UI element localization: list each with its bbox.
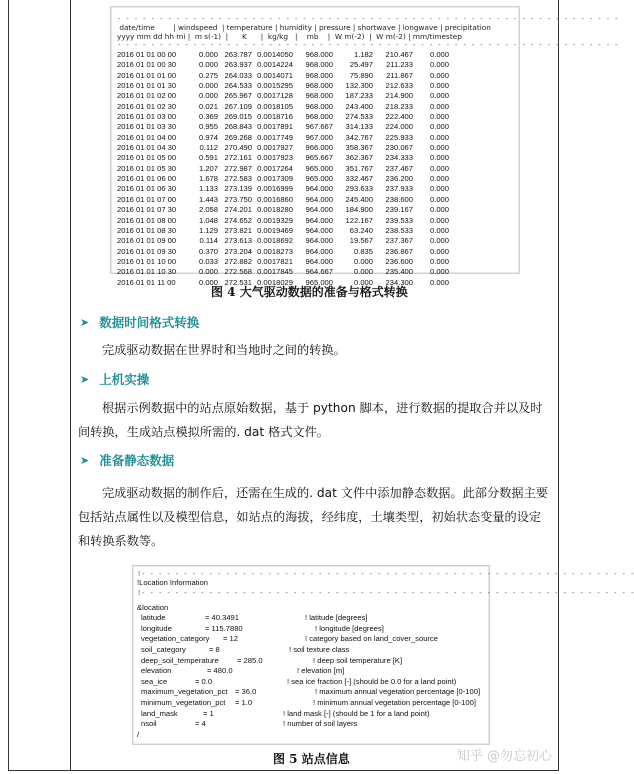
table-cell: 0.000 — [429, 122, 449, 132]
table-cell: 273.821 — [224, 225, 252, 235]
table-cell: 272.583 — [224, 174, 252, 184]
table-cell: 0.835 — [353, 246, 373, 256]
table-cell: 2016 01 01 08 30 — [117, 225, 177, 235]
table-row — [117, 60, 513, 70]
table-cell: 0.000 — [429, 101, 449, 111]
table-cell: 0.0017749 — [257, 132, 293, 142]
section-title: 数据时间格式转换 — [99, 315, 200, 330]
table-cell: 0.000 — [198, 267, 218, 277]
table-cell: 0.000 — [353, 256, 373, 266]
table-cell: 968.000 — [305, 101, 333, 111]
parameter-val: = 40.3491 — [205, 613, 239, 623]
paragraph-static-data: 完成驱动数据的制作后，还需在生成的. dat 文件中添加静态数据。此部分数据主要包括站点属性以及模型信息，如站点的海拔，经纬度，土壤类型，初始状态变量的设定和转换系数等。 — [78, 486, 548, 548]
table-cell: 966.000 — [305, 143, 333, 153]
table-cell: 0.000 — [429, 50, 449, 59]
parameter-row — [137, 613, 485, 624]
watermark-text: 知乎 @勿忘初心 — [456, 749, 552, 764]
table-cell: 0.0014224 — [257, 60, 293, 70]
section-title: 上机实操 — [99, 372, 150, 387]
table-cell: 0.0014071 — [257, 70, 293, 80]
namelist-block-start: &location — [137, 602, 169, 612]
location-info-screenshot — [132, 565, 634, 745]
table-cell: 0.000 — [429, 112, 449, 122]
table-cell: 1.129 — [198, 225, 218, 235]
table-cell: 2016 01 01 04 00 — [117, 132, 177, 142]
table-cell: 245.400 — [345, 194, 373, 204]
arrow-bullet-icon: ➤ — [80, 372, 90, 386]
table-cell: 0.000 — [429, 267, 449, 277]
table-cell: 968.000 — [305, 70, 333, 80]
table-cell: 1.133 — [198, 184, 218, 194]
parameter-row — [137, 698, 485, 709]
parameter-val: = 480.0 — [207, 666, 233, 676]
table-cell: 964.000 — [305, 205, 333, 215]
figure-5-caption: 图 5 站点信息 — [273, 752, 350, 766]
table-cell: 964.000 — [305, 236, 333, 246]
table-cell: 2016 01 01 07 00 — [117, 194, 177, 204]
table-cell: 272.161 — [224, 153, 252, 163]
table-cell: 968.000 — [305, 91, 333, 101]
parameter-comment: ! land mask [-] (should be 1 for a land point) — [283, 708, 430, 718]
table-cell: 122.167 — [345, 215, 373, 225]
dashed-rule-bottom: !- - - - - - - - - - - - - - - - - - - - - - - - - - - - - - - - - - - - - - - - - - - - - - - - - - - - - - - - - - - — [137, 588, 634, 597]
table-cell: 272.882 — [224, 256, 252, 266]
table-cell: 1.182 — [353, 50, 373, 59]
table-cell: 342.767 — [345, 132, 373, 142]
table-cell: 964.000 — [305, 194, 333, 204]
table-cell: 0.0018029 — [257, 277, 293, 287]
table-cell: 0.000 — [353, 277, 373, 287]
table-cell: 314.133 — [345, 122, 373, 132]
parameter-val: = 4 — [195, 719, 206, 729]
section-title: 准备静态数据 — [99, 453, 175, 468]
table-row — [117, 50, 513, 60]
table-cell: 0.0017309 — [257, 174, 293, 184]
table-cell: 0.0017128 — [257, 91, 293, 101]
parameter-val: = 1.0 — [235, 697, 253, 707]
table-cell: 265.967 — [224, 91, 252, 101]
dashed-rule-top: - - - - - - - - - - - - - - - - - - - - - - - - - - - - - - - - - - - - - - - - - - - - - - - - - - - - - - - - - - - - — [117, 15, 619, 23]
table-cell: 0.000 — [429, 236, 449, 246]
parameter-key: nsoil — [141, 719, 157, 729]
parameter-val: = 1 — [203, 708, 214, 718]
table-cell: 212.633 — [385, 81, 413, 91]
table-cell: 964.000 — [305, 215, 333, 225]
parameter-row — [137, 645, 485, 656]
table-cell: 2016 01 01 10 30 — [117, 267, 177, 277]
table-row — [117, 226, 513, 236]
parameter-val: = 8 — [209, 644, 220, 654]
table-row — [117, 236, 513, 246]
table-cell: 362.367 — [345, 153, 373, 163]
table-cell: 0.0018692 — [257, 236, 293, 246]
table-cell: 1.048 — [198, 215, 218, 225]
table-cell: 0.0017927 — [257, 143, 293, 153]
table-cell: 272.531 — [224, 277, 252, 287]
table-cell: 0.114 — [199, 236, 218, 246]
parameter-key: maximum_vegetation_pct — [141, 687, 228, 697]
table-cell: 0.000 — [429, 256, 449, 266]
table-cell: 0.370 — [198, 246, 218, 256]
table-cell: 964.000 — [305, 256, 333, 266]
table-cell: 0.0016999 — [257, 184, 293, 194]
table-cell: 0.0017845 — [257, 267, 293, 277]
table-cell: 0.369 — [198, 112, 218, 122]
table-cell: 239.533 — [385, 215, 413, 225]
parameter-comment: ! deep soil temperature [K] — [313, 655, 403, 665]
dashed-rule-bottom: - - - - - - - - - - - - - - - - - - - - - - - - - - - - - - - - - - - - - - - - - - - - - - - - - - - - - - - - - - - - — [117, 41, 619, 49]
arrow-bullet-icon: ➤ — [80, 453, 90, 467]
table-cell: 2016 01 01 00 30 — [117, 60, 177, 70]
table-cell: 274.533 — [345, 112, 373, 122]
table-row — [117, 195, 513, 205]
table-cell: 0.974 — [198, 132, 218, 142]
paragraph-hands-on: 根据示例数据中的站点原始数据，基于 python 脚本，进行数据的提取合并以及时间转换，生成站点模拟所需的. dat 格式文件。 — [78, 401, 543, 439]
table-cell: 0.0017821 — [257, 256, 293, 266]
table-row — [117, 112, 513, 122]
table-cell: 0.000 — [429, 60, 449, 70]
table-cell: 2016 01 01 03 30 — [117, 122, 177, 132]
table-row — [117, 133, 513, 143]
table-cell: 2016 01 01 03 00 — [117, 112, 177, 122]
table-cell: 211.867 — [386, 70, 413, 80]
table-header-row-1: date/time | windspeed | temperature | humidity | pressure | shortwave | longwave | precipitation — [117, 23, 491, 32]
table-cell: 210.467 — [385, 50, 413, 59]
table-cell: 273.613 — [224, 236, 252, 246]
table-cell: 25.497 — [349, 60, 373, 70]
table-cell: 0.000 — [429, 81, 449, 91]
table-cell: 0.0018105 — [257, 101, 293, 111]
table-row — [117, 164, 513, 174]
parameter-row — [137, 677, 485, 688]
table-cell: 0.000 — [429, 184, 449, 194]
section-heading-static-data — [80, 451, 174, 469]
table-cell: 293.633 — [345, 184, 373, 194]
table-cell: 272.987 — [224, 163, 252, 173]
table-cell: 2016 01 01 11 00 — [117, 277, 176, 287]
parameter-comment: ! soil texture class — [289, 644, 350, 654]
table-cell: 2016 01 01 10 00 — [117, 256, 177, 266]
table-cell: 234.333 — [385, 153, 413, 163]
namelist-block-end: / — [137, 729, 140, 739]
table-cell: 211.233 — [386, 60, 413, 70]
parameter-row — [137, 656, 485, 667]
table-cell: 351.767 — [345, 163, 373, 173]
table-cell: 269.268 — [224, 132, 252, 142]
table-cell: 0.033 — [198, 256, 218, 266]
table-cell: 0.000 — [429, 153, 449, 163]
table-row — [117, 247, 513, 257]
table-cell: 2016 01 01 02 30 — [117, 101, 177, 111]
table-cell: 0.000 — [429, 246, 449, 256]
table-cell: 238.600 — [385, 194, 413, 204]
parameter-comment: ! minimum annual vegetation percentage [0-100] — [313, 697, 476, 707]
table-cell: 132.300 — [345, 81, 373, 91]
table-cell: 239.167 — [385, 205, 413, 215]
table-cell: 236.600 — [385, 256, 413, 266]
table-cell: 0.000 — [198, 81, 218, 91]
table-cell: 0.0019469 — [257, 225, 293, 235]
left-gutter-line — [70, 0, 71, 770]
table-cell: 0.955 — [198, 122, 218, 132]
parameter-row — [137, 666, 485, 677]
table-cell: 0.275 — [198, 70, 218, 80]
table-cell: 964.000 — [305, 225, 333, 235]
parameter-val: = 0.0 — [195, 676, 213, 686]
table-cell: 236.200 — [385, 174, 413, 184]
table-row — [117, 102, 513, 112]
parameter-comment: ! sea ice fraction [-] (should be 0.0 for a land point) — [287, 676, 457, 686]
table-cell: 2016 01 01 09 00 — [117, 236, 177, 246]
parameter-row — [137, 719, 485, 730]
table-cell: 0.000 — [429, 163, 449, 173]
parameter-key: deep_soil_temperature — [141, 655, 219, 665]
parameter-key: sea_ice — [141, 676, 168, 686]
figure-4-caption: 图 4 大气驱动数据的准备与格式转换 — [211, 285, 408, 299]
table-cell: 965.000 — [305, 174, 333, 184]
table-cell: 967.000 — [305, 132, 333, 142]
table-cell: 968.000 — [305, 112, 333, 122]
table-cell: 218.233 — [385, 101, 413, 111]
table-cell: 272.568 — [224, 267, 252, 277]
parameter-comment: ! category based on land_cover_source — [305, 634, 438, 644]
table-cell: 968.000 — [305, 50, 333, 59]
table-cell: 274.652 — [224, 215, 252, 225]
parameter-key: soil_category — [141, 644, 186, 654]
table-cell: 273.750 — [224, 194, 252, 204]
table-cell: 968.000 — [305, 81, 333, 91]
table-cell: 0.000 — [198, 60, 218, 70]
table-cell: 243.400 — [345, 101, 373, 111]
table-cell: 238.533 — [385, 225, 413, 235]
table-cell: 0.0018716 — [257, 112, 293, 122]
table-row — [117, 81, 513, 91]
table-cell: 0.112 — [199, 143, 218, 153]
table-cell: 2016 01 01 05 00 — [117, 153, 177, 163]
forcing-data-screenshot — [110, 6, 619, 287]
table-cell: 965.667 — [305, 153, 333, 163]
table-cell: 0.000 — [429, 215, 449, 225]
parameter-row — [137, 709, 485, 720]
table-cell: 263.787 — [224, 50, 252, 59]
table-cell: 2.058 — [198, 205, 218, 215]
table-cell: 2016 01 01 01 00 — [117, 70, 177, 80]
parameter-comment: ! latitude [degrees] — [305, 613, 368, 623]
table-cell: 235.400 — [385, 267, 413, 277]
table-cell: 273.204 — [224, 246, 252, 256]
table-row — [117, 174, 513, 184]
parameter-comment: ! number of soil layers — [283, 719, 358, 729]
parameter-row — [137, 634, 485, 645]
table-cell: 1.207 — [198, 163, 218, 173]
table-cell: 2016 01 01 08 00 — [117, 215, 177, 225]
table-cell: 968.000 — [305, 60, 333, 70]
table-cell: 1.678 — [198, 174, 218, 184]
table-cell: 358.367 — [345, 143, 373, 153]
parameter-val: = 285.0 — [237, 655, 263, 665]
table-cell: 967.667 — [305, 122, 333, 132]
table-cell: 0.000 — [429, 132, 449, 142]
table-cell: 264.033 — [224, 70, 252, 80]
table-cell: 0.0017264 — [257, 163, 293, 173]
table-row — [117, 153, 513, 163]
table-cell: 19.567 — [349, 236, 373, 246]
table-cell: 63.240 — [349, 225, 373, 235]
table-cell: 273.139 — [224, 184, 252, 194]
table-cell: 269.015 — [224, 112, 252, 122]
table-cell: 0.000 — [429, 70, 449, 80]
parameter-val: = 115.7880 — [205, 623, 243, 633]
table-cell: 0.000 — [429, 174, 449, 184]
section-heading-hands-on — [80, 370, 149, 388]
table-cell: 0.000 — [429, 277, 449, 287]
table-cell: 0.0016860 — [257, 194, 293, 204]
parameter-comment: ! longitude [degrees] — [315, 623, 384, 633]
table-cell: 237.467 — [385, 163, 413, 173]
table-cell: 0.000 — [353, 267, 373, 277]
table-cell: 0.000 — [429, 194, 449, 204]
table-cell: 222.400 — [385, 112, 413, 122]
parameter-key: land_mask — [141, 708, 178, 718]
table-cell: 184.900 — [345, 205, 373, 215]
table-cell: 237.933 — [385, 184, 413, 194]
parameter-key: elevation — [141, 666, 172, 676]
table-cell: 230.067 — [385, 143, 413, 153]
table-cell: 0.000 — [429, 91, 449, 101]
parameter-comment: ! maximum annual vegetation percentage [0-100] — [315, 687, 481, 697]
table-row — [117, 267, 513, 277]
table-cell: 0.0017923 — [257, 153, 293, 163]
parameter-key: longitude — [141, 623, 172, 633]
table-cell: 2016 01 01 01 30 — [117, 81, 177, 91]
table-row — [117, 184, 513, 194]
table-cell: 0.000 — [198, 277, 218, 287]
table-cell: 2016 01 01 06 30 — [117, 184, 177, 194]
table-cell: 332.467 — [345, 174, 373, 184]
arrow-bullet-icon: ➤ — [80, 315, 90, 329]
table-cell: 1.443 — [198, 194, 218, 204]
table-cell: 0.000 — [429, 225, 449, 235]
section-heading-time-conversion — [80, 313, 199, 331]
table-cell: 270.490 — [224, 143, 252, 153]
table-cell: 964.000 — [305, 246, 333, 256]
table-cell: 0.0015295 — [257, 81, 293, 91]
table-cell: 0.000 — [198, 91, 218, 101]
table-cell: 2016 01 01 04 30 — [117, 143, 177, 153]
parameter-key: minimum_vegetation_pct — [141, 697, 226, 707]
table-cell: 267.109 — [224, 101, 252, 111]
table-cell: 263.937 — [224, 60, 252, 70]
table-cell: 0.0017891 — [257, 122, 293, 132]
table-cell: 964.667 — [305, 267, 333, 277]
location-parameter-rows — [137, 613, 485, 730]
table-cell: 2016 01 01 02 00 — [117, 91, 177, 101]
table-cell: 0.0018280 — [257, 205, 293, 215]
parameter-row — [137, 687, 485, 698]
table-cell: 274.201 — [224, 205, 252, 215]
table-row — [117, 122, 513, 132]
location-title-line: !Location Information — [137, 578, 208, 587]
table-row — [117, 143, 513, 153]
table-cell: 214.900 — [385, 91, 413, 101]
table-cell: 964.000 — [305, 184, 333, 194]
table-row — [117, 205, 513, 215]
forcing-data-rows — [117, 50, 513, 288]
parameter-key: vegetation_category — [141, 634, 210, 644]
table-cell: 268.843 — [224, 122, 252, 132]
table-cell: 965.000 — [305, 277, 333, 287]
table-row — [117, 216, 513, 226]
table-header-row-2: yyyy mm dd hh mi | m s(-1) | K | kg/kg | mb | W m(-2) | W m(-2) | mm/timestep — [117, 32, 462, 41]
table-cell: 2016 01 01 06 00 — [117, 174, 177, 184]
parameter-val: = 36.0 — [235, 687, 257, 697]
table-row — [117, 257, 513, 267]
table-cell: 2016 01 01 09 30 — [117, 246, 177, 256]
table-cell: 0.000 — [429, 205, 449, 215]
table-cell: 0.0018273 — [257, 246, 293, 256]
table-cell: 234.300 — [385, 277, 413, 287]
table-cell: 0.0014050 — [257, 50, 293, 59]
table-row — [117, 91, 513, 101]
table-cell: 224.000 — [385, 122, 413, 132]
table-cell: 237.367 — [385, 236, 413, 246]
table-cell: 2016 01 01 00 00 — [117, 50, 177, 59]
table-cell: 225.933 — [385, 132, 413, 142]
dashed-rule-top: !- - - - - - - - - - - - - - - - - - - - - - - - - - - - - - - - - - - - - - - - - - - - - - - - - - - - - - - - - - - — [137, 570, 634, 578]
table-cell: 0.0019329 — [257, 215, 293, 225]
table-row — [117, 71, 513, 81]
table-cell: 0.591 — [198, 153, 218, 163]
parameter-row — [137, 624, 485, 635]
table-cell: 0.000 — [429, 143, 449, 153]
table-cell: 75.890 — [349, 70, 373, 80]
table-cell: 2016 01 01 07 30 — [117, 205, 177, 215]
paragraph-time-conversion: 完成驱动数据在世界时和当地时之间的转换。 — [102, 343, 346, 357]
table-cell: 264.533 — [224, 81, 252, 91]
table-cell: 236.867 — [385, 246, 413, 256]
table-cell: 2016 01 01 05 30 — [117, 163, 177, 173]
table-cell: 0.021 — [198, 101, 218, 111]
parameter-key: latitude — [141, 613, 166, 623]
table-cell: 965.000 — [305, 163, 333, 173]
parameter-val: = 12 — [223, 634, 238, 644]
table-cell: 0.000 — [198, 50, 218, 59]
parameter-comment: ! elevation [m] — [297, 666, 345, 676]
table-cell: 187.233 — [345, 91, 373, 101]
